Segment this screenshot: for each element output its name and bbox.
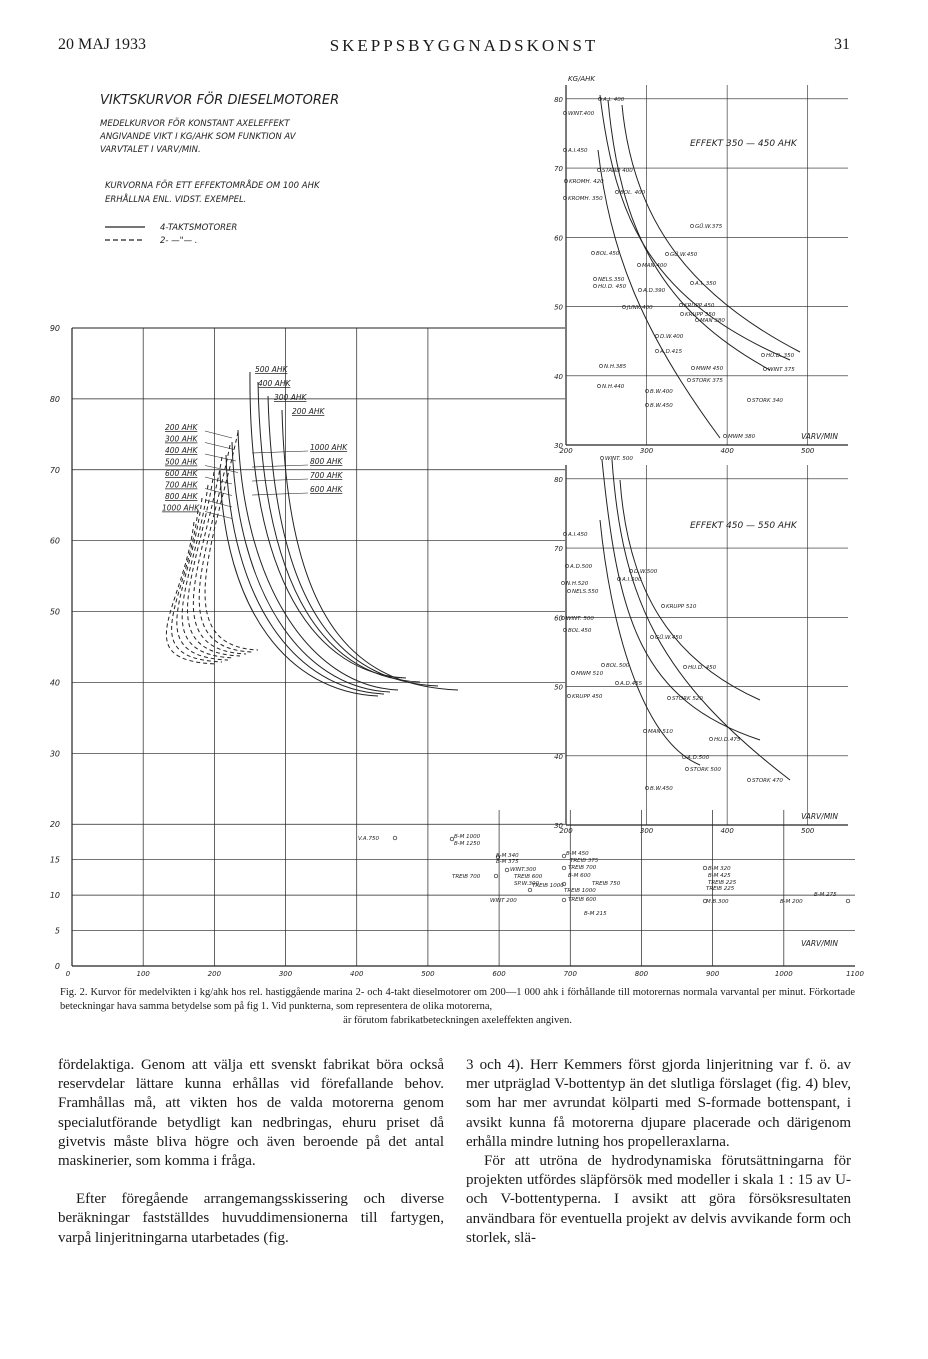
inset-data-point bbox=[680, 312, 683, 315]
curve-4t-700 bbox=[226, 455, 384, 694]
curve-label: 200 AHK bbox=[292, 407, 325, 416]
data-point-label: B-M 1250 bbox=[454, 841, 481, 847]
legend-4-takt: 4-TAKTSMOTORER bbox=[160, 223, 238, 233]
data-point-label: B-M 340 bbox=[496, 853, 519, 859]
y-tick-label: 90 bbox=[49, 324, 60, 333]
inset-data-point bbox=[695, 318, 698, 321]
inset-point-label: KRUPP 350 bbox=[685, 312, 716, 318]
inset-x-tick: 300 bbox=[639, 827, 654, 835]
data-point-label: B-M 200 bbox=[780, 899, 803, 905]
curve-label: 400 AHK bbox=[258, 379, 291, 388]
curve-label: 700 AHK bbox=[165, 480, 198, 490]
inset-y-tick: 60 bbox=[554, 614, 563, 623]
inset-data-point bbox=[690, 224, 693, 227]
inset-point-label: HU.D.475 bbox=[714, 737, 741, 743]
inset-point-label: B.W.450 bbox=[650, 403, 673, 409]
figure-2 bbox=[0, 60, 928, 982]
data-point-label: B-M 600 bbox=[568, 873, 591, 879]
inset-point-label: WINT.400 bbox=[568, 111, 595, 117]
inset-y-tick: 40 bbox=[554, 752, 563, 761]
inset-point-label: MAN 510 bbox=[648, 729, 673, 735]
paragraph: 3 och 4). Herr Kemmers först gjorda linjeritning var f. ö. av mer utpräglad V-bottentyp än det slutliga förslaget (fig. 4) blev, som har mer avrundat kölparti med S-formade bottenspant, i avsikt kunna få motorerna djupare placerade och därigenom erhålla mindre lutning hos propelleraxlarna. bbox=[466, 1057, 851, 1150]
inset-point-label: BOL.450 bbox=[568, 628, 592, 634]
inset-point-label: MWM 510 bbox=[576, 671, 604, 677]
x-tick-label: 300 bbox=[278, 970, 293, 978]
label-leader bbox=[205, 500, 232, 507]
text-column-2 bbox=[466, 1056, 851, 1248]
label-leader bbox=[252, 493, 308, 495]
data-point-label: TREIB 1000 bbox=[564, 888, 596, 894]
data-point bbox=[703, 866, 707, 870]
curve-label: 800 AHK bbox=[165, 492, 198, 501]
data-point bbox=[494, 874, 498, 878]
inset-point-label: MWM 380 bbox=[728, 434, 756, 440]
inset-point-label: A.I.450 bbox=[568, 532, 588, 538]
low-points bbox=[358, 834, 850, 917]
inset-point-label: HU.D. 350 bbox=[766, 353, 795, 359]
inset-point-label: WINT. 500 bbox=[566, 616, 594, 622]
y-tick-label: 60 bbox=[49, 536, 60, 546]
data-point-label: WINT 200 bbox=[490, 898, 517, 904]
inset-data-point bbox=[615, 190, 618, 193]
y-tick-label: 70 bbox=[49, 465, 60, 475]
page-number: 31 bbox=[834, 36, 850, 53]
inset-data-point bbox=[643, 729, 646, 732]
inset-point-label: WINT 375 bbox=[768, 367, 795, 373]
data-point-label: TREIB 1000 bbox=[532, 883, 564, 889]
inset-data-point bbox=[593, 284, 596, 287]
inset-y-tick: 70 bbox=[554, 545, 563, 554]
inset-data-point bbox=[761, 353, 764, 356]
inset-point-label: BOL.500 bbox=[606, 663, 630, 669]
inset-point-label: N.H.440 bbox=[602, 384, 625, 390]
inset-point-label: KROMH. 350 bbox=[568, 196, 603, 202]
data-point-label: B-M 425 bbox=[708, 873, 731, 879]
inset-data-point bbox=[645, 389, 648, 392]
data-point-label: B-M 275 bbox=[814, 892, 837, 898]
inset-point-label: MAN 400 bbox=[642, 263, 667, 269]
header-date: 20 MAJ 1933 bbox=[58, 36, 147, 53]
data-point-label: B-M 320 bbox=[708, 866, 731, 872]
data-point-label: B-M 450 bbox=[566, 851, 589, 857]
label-leader bbox=[205, 454, 236, 461]
inset-point-label: STORK 520 bbox=[672, 696, 703, 702]
inset-y-tick: 80 bbox=[554, 475, 563, 484]
inset-y-tick: 50 bbox=[554, 683, 563, 692]
inset-data-point bbox=[650, 635, 653, 638]
y-tick-label: 15 bbox=[49, 855, 60, 865]
data-point bbox=[528, 888, 532, 892]
inset-data-point bbox=[567, 694, 570, 697]
figure-desc-4: KURVORNA FÖR ETT EFFEKTOMRÅDE OM 100 AHK bbox=[105, 181, 320, 191]
inset-point-label: HU.D. 450 bbox=[688, 665, 717, 671]
inset-data-point bbox=[683, 665, 686, 668]
figure-desc-2: ANGIVANDE VIKT I KG/AHK SOM FUNKTION AV bbox=[100, 132, 296, 142]
inset-title: EFFEKT 450 — 550 AHK bbox=[690, 521, 797, 531]
curve-2t-700 bbox=[177, 498, 228, 660]
inset-data-point bbox=[667, 696, 670, 699]
inset-data-point bbox=[747, 398, 750, 401]
inset-point-label: A.I. 350 bbox=[695, 281, 717, 287]
inset-y-tick: 30 bbox=[554, 442, 563, 450]
inset-point-label: A.I.500 bbox=[622, 577, 642, 583]
inset-data-point bbox=[661, 604, 664, 607]
caption-line-2: är förutom fabrikatbeteckningen axeleffekten angiven. bbox=[343, 1015, 572, 1026]
curve-label: 300 AHK bbox=[274, 393, 307, 402]
inset-chart-350-450 bbox=[554, 75, 848, 455]
inset-data-point bbox=[645, 403, 648, 406]
y-tick-label: 10 bbox=[49, 891, 60, 901]
inset-point-label: STORK 340 bbox=[752, 398, 783, 404]
label-leader bbox=[252, 451, 308, 453]
inset-x-tick: 300 bbox=[639, 447, 654, 455]
inset-data-point bbox=[690, 281, 693, 284]
data-point-label: SP.W.300 bbox=[514, 881, 540, 887]
inset-curve bbox=[612, 460, 790, 780]
y-tick-label: 80 bbox=[49, 394, 60, 404]
y-tick-label: 50 bbox=[49, 607, 60, 617]
figure-title-block bbox=[99, 91, 339, 246]
inset-data-point bbox=[679, 303, 682, 306]
data-point-label: TREIB 600 bbox=[514, 874, 543, 880]
paragraph: Efter föregående arrangemangsskissering och diverse beräkningar fastställdes huvuddimensionerna till fartygen, varpå linjeritningarna utarbetades (fig. bbox=[58, 1191, 444, 1246]
x-tick-label: 900 bbox=[705, 970, 720, 978]
inset-point-label: B.W.450 bbox=[650, 786, 673, 792]
inset-point-label: KROMH. 420 bbox=[569, 179, 604, 185]
inset-point-label: HU.D. 450 bbox=[598, 284, 627, 290]
curve-label: 700 AHK bbox=[310, 471, 343, 480]
figure-desc-5: ERHÅLLNA ENL. VIDST. EXEMPEL. bbox=[105, 195, 247, 205]
data-point-label: TREIB 225 bbox=[708, 880, 737, 886]
inset-x-tick: 400 bbox=[720, 447, 734, 455]
x-tick-label: 600 bbox=[492, 970, 506, 978]
inset-x-tick: 500 bbox=[801, 447, 815, 455]
inset-y-tick: 60 bbox=[554, 234, 563, 243]
curve-label: 400 AHK bbox=[165, 446, 198, 455]
x-tick-label: 200 bbox=[207, 970, 222, 978]
figure-title: VIKTSKURVOR FÖR DIESELMOTORER bbox=[100, 93, 340, 108]
inset-data-point bbox=[723, 434, 726, 437]
inset-point-label: A.D.390 bbox=[643, 288, 666, 294]
data-point-label: B-M 1000 bbox=[454, 834, 481, 840]
data-point-label: TREIB 700 bbox=[568, 865, 597, 871]
inset-point-label: D.W.400 bbox=[660, 334, 684, 340]
inset-point-label: STORK 500 bbox=[690, 767, 721, 773]
inset-data-point bbox=[599, 364, 602, 367]
curve-label: 200 AHK bbox=[165, 423, 198, 432]
inset-y-tick: 50 bbox=[554, 303, 563, 312]
y-tick-label: 0 bbox=[54, 962, 60, 971]
caption-line-1: Fig. 2. Kurvor för medelvikten i kg/ahk hos rel. hastiggående marina 2- och 4-takt dieselmotorer om 200—1 000 ahk i förhållande till motorernas normala varvantal per minut. Förkortade beteckningar hava samma betydelse som på fig 1. Vid punkterna, som representera de olika motorerna, bbox=[60, 987, 855, 1012]
main-chart-labels bbox=[162, 365, 348, 519]
inset-data-point bbox=[655, 349, 658, 352]
curve-label: 1000 AHK bbox=[310, 443, 348, 452]
curve-label: 500 AHK bbox=[255, 365, 288, 374]
inset-data-point bbox=[567, 589, 570, 592]
inset-point-label: B.W.400 bbox=[650, 389, 673, 395]
curve-2t-300 bbox=[199, 445, 252, 652]
y-tick-label: 30 bbox=[49, 749, 60, 759]
y-tick-label: 40 bbox=[49, 678, 60, 688]
inset-point-label: GÜ.W.450 bbox=[655, 635, 683, 641]
curve-2t-400 bbox=[193, 457, 246, 654]
inset-data-point bbox=[571, 671, 574, 674]
inset-data-point bbox=[763, 367, 766, 370]
inset-point-label: NELS.350 bbox=[598, 277, 625, 283]
journal-title: SKEPPSBYGGNADSKONST bbox=[329, 36, 599, 55]
inset-data-point bbox=[687, 378, 690, 381]
inset-point-label: N.H.385 bbox=[604, 364, 627, 370]
data-point bbox=[505, 868, 509, 872]
legend-2-takt: 2- —"— . bbox=[160, 236, 198, 246]
data-point bbox=[562, 866, 566, 870]
inset-point-label: A.D.500 bbox=[687, 755, 710, 761]
inset-x-unit: VARV/MIN bbox=[801, 432, 838, 441]
inset-data-point bbox=[593, 277, 596, 280]
inset-y-tick: 40 bbox=[554, 372, 563, 381]
data-point-label: TREIB 375 bbox=[570, 858, 599, 864]
inset-data-point bbox=[685, 767, 688, 770]
paragraph: För att utröna de hydrodynamiska förutsättningarna för projekten utfördes släpförsök med modeller i skala 1 : 15 av U- och V-bottentyperna. I avsikt att göra försöksresultaten användbara för eventuella projekt av delvis avvikande form och storlek, slä- bbox=[466, 1153, 851, 1246]
inset-point-label: A.D.415 bbox=[660, 349, 683, 355]
inset-data-point bbox=[645, 786, 648, 789]
x-tick-label: 0 bbox=[65, 970, 71, 978]
inset-point-label: GÜ.W.450 bbox=[670, 252, 698, 258]
data-point-label: B-M 375 bbox=[496, 859, 519, 865]
inset-data-point bbox=[747, 778, 750, 781]
data-point-label: TREIB 750 bbox=[592, 881, 621, 887]
curve-4t-200 bbox=[282, 410, 458, 690]
data-point-label: TREIB 600 bbox=[568, 897, 597, 903]
inset-y-tick: 80 bbox=[554, 95, 563, 104]
x-tick-label: 500 bbox=[421, 970, 435, 978]
inset-point-label: MWM 450 bbox=[696, 366, 724, 372]
figure-caption bbox=[60, 986, 855, 1028]
inset-point-label: KRUPP 450 bbox=[572, 694, 603, 700]
inset-point-label: STORK 375 bbox=[692, 378, 723, 384]
inset-x-unit: VARV/MIN bbox=[801, 812, 838, 821]
inset-point-label: A.I. 400 bbox=[603, 97, 625, 103]
inset-data-point bbox=[600, 456, 603, 459]
inset-point-label: BOL.450 bbox=[596, 251, 620, 257]
data-point-label: V.A.750 bbox=[358, 836, 379, 842]
curve-label: 600 AHK bbox=[310, 485, 343, 494]
inset-x-tick: 400 bbox=[720, 827, 734, 835]
inset-y-tick: 70 bbox=[554, 165, 563, 174]
inset-data-point bbox=[691, 366, 694, 369]
inset-y-unit: KG/AHK bbox=[568, 75, 596, 83]
inset-y-tick: 30 bbox=[554, 822, 563, 830]
data-point bbox=[562, 898, 566, 902]
main-chart-curves bbox=[166, 372, 458, 696]
inset-data-point bbox=[638, 288, 641, 291]
curve-label: 1000 AHK bbox=[162, 503, 200, 513]
inset-data-point bbox=[637, 263, 640, 266]
label-leader bbox=[252, 479, 308, 481]
inset-point-label: STORK 470 bbox=[752, 778, 783, 784]
inset-data-point bbox=[591, 251, 594, 254]
inset-data-point bbox=[665, 252, 668, 255]
inset-point-label: STAND 400 bbox=[602, 168, 633, 174]
inset-point-label: MAN 380 bbox=[700, 318, 725, 324]
inset-point-label: D.W.500 bbox=[634, 569, 658, 575]
inset-point-label: A.I.450 bbox=[568, 148, 588, 154]
inset-point-label: JUNK.400 bbox=[627, 305, 653, 311]
inset-point-label: N.H.520 bbox=[566, 581, 589, 587]
data-point-label: TREIB 700 bbox=[452, 874, 481, 880]
data-point bbox=[393, 836, 397, 840]
inset-point-label: WINT. 500 bbox=[605, 456, 633, 462]
x-tick-label: 700 bbox=[563, 970, 577, 978]
inset-point-label: NELS.550 bbox=[572, 589, 599, 595]
inset-data-point bbox=[597, 384, 600, 387]
inset-data-point bbox=[709, 737, 712, 740]
inset-data-point bbox=[597, 168, 600, 171]
inset-x-tick: 200 bbox=[559, 447, 573, 455]
y-tick-label: 20 bbox=[49, 820, 60, 830]
inset-data-point bbox=[655, 334, 658, 337]
x-tick-label: 400 bbox=[350, 970, 364, 978]
inset-point-label: A.D.455 bbox=[620, 681, 643, 687]
figure-desc-3: VARVTALET I VARV/MIN. bbox=[100, 145, 201, 155]
data-point bbox=[846, 899, 850, 903]
inset-x-tick: 200 bbox=[559, 827, 573, 835]
inset-chart-450-550 bbox=[554, 456, 848, 835]
x-tick-label: 800 bbox=[634, 970, 649, 978]
inset-point-label: BOL. 400 bbox=[620, 190, 646, 196]
label-leader bbox=[205, 431, 232, 438]
inset-point-label: KRUPP 450 bbox=[684, 303, 715, 309]
text-column-1 bbox=[58, 1056, 444, 1248]
inset-data-point bbox=[622, 305, 625, 308]
curve-4t-1000 bbox=[238, 430, 398, 690]
data-point-label: WINT.300 bbox=[510, 867, 537, 873]
label-leader bbox=[205, 512, 232, 519]
x-tick-label: 1100 bbox=[846, 970, 864, 978]
figure-desc-1: MEDELKURVOR FÖR KONSTANT AXELEFFEKT bbox=[100, 119, 290, 129]
inset-point-label: A.D.500 bbox=[570, 564, 593, 570]
curve-label: 600 AHK bbox=[165, 469, 198, 478]
inset-data-point bbox=[601, 663, 604, 666]
data-point-label: B-M 215 bbox=[584, 911, 607, 917]
data-point-label: M.B.300 bbox=[706, 899, 729, 905]
curve-label: 300 AHK bbox=[165, 434, 198, 444]
y-tick-label: 5 bbox=[54, 926, 60, 936]
inset-point-label: GÜ.W.375 bbox=[695, 224, 723, 230]
x-tick-label: 1000 bbox=[774, 970, 793, 978]
curve-label: 800 AHK bbox=[310, 457, 343, 466]
inset-data-point bbox=[615, 681, 618, 684]
x-tick-label: 100 bbox=[136, 970, 150, 978]
inset-title: EFFEKT 350 — 450 AHK bbox=[690, 139, 797, 149]
curve-label: 500 AHK bbox=[165, 457, 198, 467]
data-point-label: TREIB 225 bbox=[706, 886, 735, 892]
x-axis-unit: VARV/MIN bbox=[801, 939, 838, 948]
inset-x-tick: 500 bbox=[801, 827, 815, 835]
inset-data-point bbox=[561, 581, 564, 584]
paragraph: fördelaktiga. Genom att välja ett svenskt fabrikat böra också reservdelar lättare kunna erhållas vid förefallande behov. Framhållas må, att vikten hos de valda motorerna genom specialutförande betydligt kan nedbringas, ehuru priset då givetvis måste bliva högre och även beroende på det antal maskinerier, som komma i fråga. bbox=[58, 1057, 444, 1170]
label-leader bbox=[252, 465, 308, 467]
inset-point-label: KRUPP 510 bbox=[666, 604, 697, 610]
